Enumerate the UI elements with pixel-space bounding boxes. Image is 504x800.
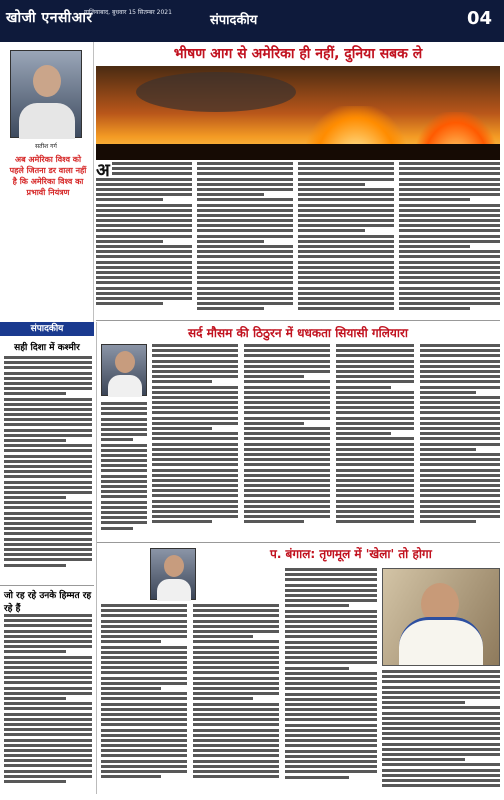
second-story-col-4 — [420, 344, 500, 540]
section-title: संपादकीय — [210, 13, 258, 28]
page-number: 04 — [466, 8, 492, 29]
burned-ground — [96, 144, 500, 160]
lead-col-2 — [197, 162, 293, 318]
columnist-shirt-2 — [157, 579, 191, 601]
third-story-col-3 — [285, 568, 377, 794]
left-bottom-headline: जो रह रहे उनके हिम्मत रह रहे हैं — [4, 591, 92, 614]
columnist-face — [115, 351, 135, 373]
columnist-shirt — [108, 375, 142, 397]
left-column — [0, 42, 94, 322]
newspaper-name: खोजी एनसीआर — [6, 10, 93, 26]
columnist-photo-2 — [150, 548, 196, 600]
author-face — [33, 65, 61, 97]
lead-headline: भीषण आग से अमेरिका ही नहीं, दुनिया सबक ले — [173, 46, 423, 62]
wildfire-photo — [96, 66, 500, 160]
third-story-col-1 — [101, 604, 187, 794]
lead-col-3 — [298, 162, 394, 318]
editorial-headline: सही दिशा में कश्मीर — [14, 343, 80, 353]
columnist-photo-1 — [101, 344, 147, 396]
author-name: सतीश गर्ग — [35, 143, 57, 150]
pull-quote: अब अमेरिका विश्व को पहले जितना डर वाला नहीं है कि अमेरिका विश्व का प्रभावी नियंत्रण — [9, 155, 87, 197]
second-headline: सर्द मौसम की ठिठुरन में धधकता सियासी गलियारा — [188, 326, 408, 340]
lead-story-body — [96, 162, 500, 318]
lead-col-4 — [399, 162, 500, 318]
masthead — [0, 0, 504, 42]
section-divider-2 — [96, 542, 500, 543]
editorial-body — [4, 356, 92, 584]
date-line: गाजियाबाद, बुधवार 15 सितम्बर 2021 — [84, 9, 172, 16]
third-headline: प. बंगाल: तृणमूल में 'खेला' तो होगा — [270, 547, 432, 561]
politician-saree — [399, 617, 483, 666]
left-bottom-body — [4, 614, 92, 794]
third-story-col-2 — [193, 604, 279, 794]
section-divider — [96, 320, 500, 321]
drop-cap: अ — [96, 162, 110, 181]
column-divider — [96, 322, 97, 794]
left-divider — [0, 585, 94, 586]
smoke-cloud — [136, 72, 296, 112]
second-story-col-2 — [244, 344, 330, 540]
editorial-label: संपादकीय — [0, 322, 94, 336]
columnist-face-2 — [164, 555, 184, 577]
second-story-col-1 — [152, 344, 238, 540]
author-photo — [10, 50, 82, 138]
second-story-col-3 — [336, 344, 414, 540]
lead-col-1 — [96, 162, 192, 318]
politician-photo — [382, 568, 500, 666]
second-story-col-0 — [101, 402, 147, 540]
third-story-col-4 — [382, 670, 500, 794]
author-shirt — [19, 103, 75, 139]
